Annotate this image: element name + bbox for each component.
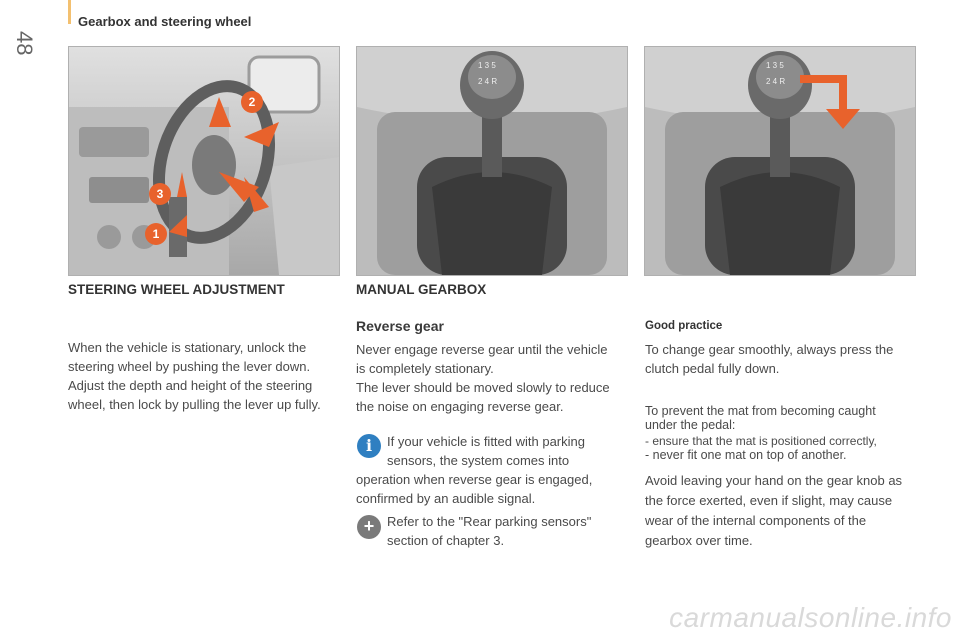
good-practice-p2 <box>645 404 935 462</box>
good-practice-heading: Good practice <box>645 320 723 332</box>
reverse-gear-photo <box>644 46 916 276</box>
gearbox-heading: MANUAL GEARBOX <box>356 282 487 297</box>
reverse-line: The lever should be moved slowly to reduce <box>356 380 610 395</box>
gp-line: gearbox over time. <box>645 533 753 548</box>
good-practice-p3 <box>645 471 935 551</box>
gp-line: To change gear smoothly, always press the <box>645 342 894 357</box>
gp-bullet: - never fit one mat on top of another. <box>645 448 847 462</box>
page-number: 48 <box>12 31 37 56</box>
section-title: Gearbox and steering wheel <box>78 14 252 29</box>
watermark: carmanualsonline.info <box>669 602 952 633</box>
plus-icon: + <box>357 515 381 539</box>
shift-pattern-top-2: 1 3 5 <box>766 61 784 70</box>
reverse-line: the noise on engaging reverse gear. <box>356 399 564 414</box>
shift-pattern-bottom-2: 2 4 R <box>766 77 786 86</box>
steering-line: Adjust the depth and height of the steering <box>68 378 313 393</box>
refer-line: section of chapter 3. <box>387 533 505 548</box>
gp-line: under the pedal: <box>645 418 736 432</box>
steering-body <box>68 338 340 414</box>
gp-line: the force exerted, even if slight, may cause <box>645 493 893 508</box>
steering-illustration <box>69 47 339 275</box>
reverse-body <box>356 340 628 416</box>
steering-wheel-photo <box>68 46 340 276</box>
info-line: operation when reverse gear is engaged, <box>356 472 593 487</box>
info-icon: i <box>357 434 381 458</box>
gp-line: clutch pedal fully down. <box>645 361 780 376</box>
gp-line: wear of the internal components of the <box>645 513 867 528</box>
info-line: If your vehicle is fitted with parking <box>387 434 585 449</box>
reverse-line: Never engage reverse gear until the vehicle <box>356 342 608 357</box>
callout-3: 3 <box>149 183 171 205</box>
steering-line: steering wheel by pushing the lever down. <box>68 359 311 374</box>
reverse-line: is completely stationary. <box>356 361 494 376</box>
refer-note <box>387 512 627 550</box>
good-practice-p1 <box>645 340 925 378</box>
shift-pattern-bottom: 2 4 R <box>478 77 498 86</box>
callout-1: 1 <box>145 223 167 245</box>
gear-knob-photo <box>356 46 628 276</box>
steering-line: wheel, then lock by pulling the lever up fully. <box>68 397 321 412</box>
info-line: sensors, the system comes into <box>387 453 570 468</box>
gp-line: Avoid leaving your hand on the gear knob as <box>645 473 903 488</box>
gp-line: To prevent the mat from becoming caught <box>645 404 876 418</box>
refer-line: Refer to the "Rear parking sensors" <box>387 514 592 529</box>
shift-pattern-top: 1 3 5 <box>478 61 496 70</box>
callout-2: 2 <box>241 91 263 113</box>
header-accent-bar <box>68 0 71 24</box>
info-note <box>356 432 628 508</box>
steering-line: When the vehicle is stationary, unlock the <box>68 340 307 355</box>
info-line: confirmed by an audible signal. <box>356 491 536 506</box>
gp-bullet: - ensure that the mat is positioned correctly, <box>645 434 877 448</box>
steering-heading: STEERING WHEEL ADJUSTMENT <box>68 282 285 297</box>
reverse-gear-heading: Reverse gear <box>356 318 444 334</box>
